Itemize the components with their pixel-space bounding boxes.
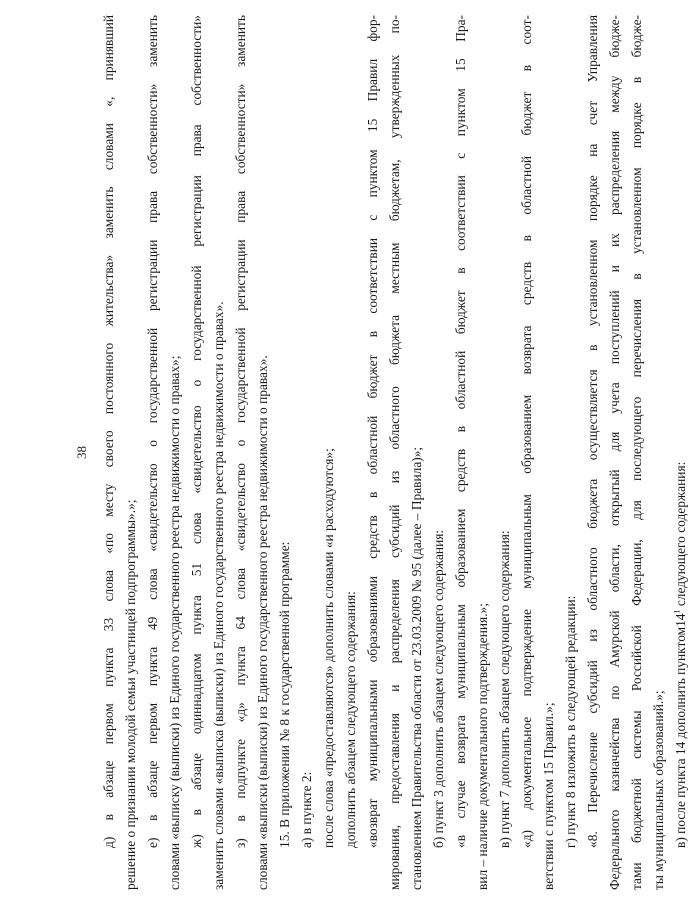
text-line: д) в абзаце первом пункта 33 слова «по месту своего постоянного жительства» заменить словами «, принявший <box>101 15 116 848</box>
document-body <box>98 15 692 890</box>
text-line: «в случае возврата муниципальным образованием средств в областной бюджет в соответствии с пунктом 15 Пра- <box>453 15 468 848</box>
text-line: вил – наличие документального подтверждения.»; <box>475 603 490 890</box>
text-line: «д) документальное подтверждение муниципальным образованием возврата средств в областной бюджет в соот- <box>519 15 534 848</box>
text-line: Федерального казначейства по Амурской области, открытый для учета поступлений и их распределения между бюдже- <box>607 15 622 890</box>
text-line: мирования, предоставления и распределения субсидий из областного бюджета местным бюджетам, утвержденных по- <box>387 15 402 890</box>
text-line: становлением Правительства области от 23.03.2009 № 95 (далее – Правила)»; <box>409 446 424 890</box>
text-line: з) в подпункте «д» пункта 64 слова «свидетельство о государственной регистрации права собственности» заменить <box>233 15 248 848</box>
text-line: после слова «предоставляются» дополнить словами «и расходуются»; <box>321 448 336 848</box>
text-line: 15. В приложении № 8 к государственной программе: <box>277 541 292 848</box>
page-number: 38 <box>74 446 89 459</box>
text-line: в) пункт 7 дополнить абзацем следующего содержания: <box>497 530 512 848</box>
text-line: заменить словами «выписка (выписки) из Единого государственного реестра недвижимости о правах». <box>211 301 226 890</box>
text-line: ж) в абзаце одиннадцатом пункта 51 слова «свидетельство о государственной регистрации права собственности» <box>189 15 204 848</box>
text-line: ты муниципальных образований.»; <box>651 690 666 890</box>
text-line: «8. Перечисление субсидий из областного бюджета осуществляется в установленном порядке на счет Управления <box>585 15 600 848</box>
superscript: 1 <box>672 609 682 614</box>
rotated-content <box>72 15 688 890</box>
text-segment: следующего содержания: <box>673 461 688 610</box>
text-line: словами «выписку (выписки) из Единого государственного реестра недвижимости о правах»; <box>167 355 182 890</box>
text-line <box>670 15 692 890</box>
text-line: решение о признании молодой семьи участницей подпрограммы».»; <box>123 499 138 890</box>
text-line: ветствии с пунктом 15 Правил.»; <box>541 702 556 890</box>
text-line: тами бюджетной системы Российской Федерации, для последующего перечисления в установленном порядке в бюдже- <box>629 15 644 890</box>
text-line: дополнить абзацем следующего содержания: <box>343 591 358 848</box>
text-line: е) в абзаце первом пункта 49 слова «свидетельство о государственной регистрации права собственности» заменить <box>145 15 160 848</box>
text-line: а) в пункте 2: <box>299 771 314 848</box>
text-segment: в) после пункта 14 дополнить пунктом14 <box>673 613 688 848</box>
text-line: словами «выписки (выписки) из Единого государственного реестра недвижимости о правах». <box>255 355 270 890</box>
text-line: «возврат муниципальными образованиями средств в областной бюджет в соответствии с пунктом 15 Правил фор- <box>365 15 380 848</box>
text-line: г) пункт 8 изложить в следующей редакции: <box>563 595 578 848</box>
text-line: б) пункт 3 дополнить абзацем следующего содержания: <box>431 529 446 848</box>
